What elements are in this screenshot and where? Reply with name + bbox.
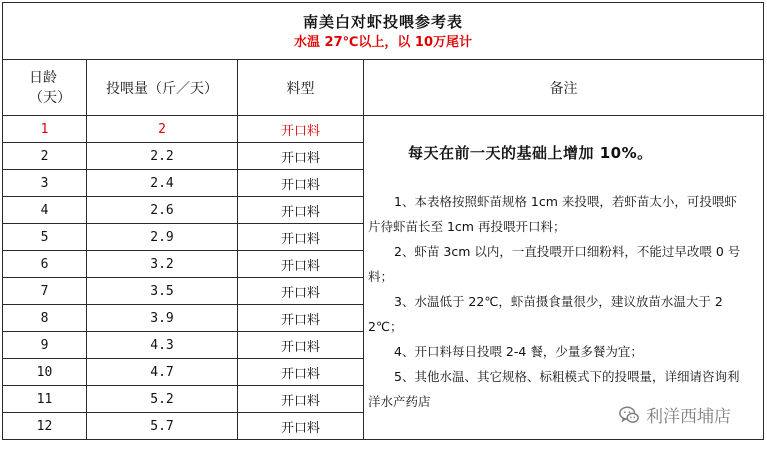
day-cell: 3	[3, 170, 87, 197]
amount-cell: 3.2	[87, 251, 238, 278]
note-item: 2、虾苗 3cm 以内，一直投喂开口细粉料，不能过早改喂 0 号料；	[368, 244, 741, 284]
amount-cell: 2.2	[87, 143, 238, 170]
feed-cell: 开口料	[238, 116, 364, 143]
amount-cell: 2.6	[87, 197, 238, 224]
amount-cell: 2.9	[87, 224, 238, 251]
day-cell: 10	[3, 359, 87, 386]
table-row	[3, 116, 764, 143]
notes-cell	[364, 116, 764, 440]
day-cell: 12	[3, 413, 87, 440]
day-cell: 8	[3, 305, 87, 332]
amount-cell: 2	[87, 116, 238, 143]
day-cell: 9	[3, 332, 87, 359]
notes-headline: 每天在前一天的基础上增加 10%。	[408, 144, 653, 162]
amount-cell: 4.7	[87, 359, 238, 386]
amount-cell: 2.4	[87, 170, 238, 197]
header-notes: 备注	[364, 60, 764, 116]
day-cell: 5	[3, 224, 87, 251]
title-cell	[3, 3, 764, 60]
feed-cell: 开口料	[238, 197, 364, 224]
amount-cell: 5.2	[87, 386, 238, 413]
amount-cell: 3.5	[87, 278, 238, 305]
amount-cell: 5.7	[87, 413, 238, 440]
day-cell: 2	[3, 143, 87, 170]
day-cell: 7	[3, 278, 87, 305]
feed-cell: 开口料	[238, 386, 364, 413]
feed-cell: 开口料	[238, 278, 364, 305]
header-amount: 投喂量（斤／天）	[87, 60, 238, 116]
header-row	[3, 60, 764, 116]
notes-list	[368, 189, 749, 414]
feed-cell: 开口料	[238, 413, 364, 440]
feed-cell: 开口料	[238, 224, 364, 251]
wechat-icon	[618, 404, 640, 426]
feed-cell: 开口料	[238, 332, 364, 359]
day-cell: 1	[3, 116, 87, 143]
day-cell: 4	[3, 197, 87, 224]
table-subtitle: 水温 27℃以上，以 10万尾计	[294, 35, 473, 50]
note-item: 5、其他水温、其它规格、标粗模式下的投喂量，详细请咨询利洋水产药店	[368, 369, 740, 409]
amount-cell: 3.9	[87, 305, 238, 332]
table-title: 南美白对虾投喂参考表	[303, 13, 464, 31]
feed-cell: 开口料	[238, 359, 364, 386]
day-cell: 6	[3, 251, 87, 278]
feed-cell: 开口料	[238, 305, 364, 332]
header-day: 日龄（天）	[3, 60, 87, 116]
watermark	[618, 402, 731, 427]
header-feed-type: 料型	[238, 60, 364, 116]
feeding-table	[2, 2, 764, 440]
feed-cell: 开口料	[238, 170, 364, 197]
amount-cell: 4.3	[87, 332, 238, 359]
watermark-text: 利洋西埔店	[646, 407, 731, 427]
day-cell: 11	[3, 386, 87, 413]
note-item: 3、水温低于 22℃，虾苗摄食量很少，建议放苗水温大于 22℃；	[368, 294, 723, 334]
feed-cell: 开口料	[238, 251, 364, 278]
feed-cell: 开口料	[238, 143, 364, 170]
note-item: 1、本表格按照虾苗规格 1cm 来投喂，若虾苗太小，可投喂虾片待虾苗长至 1cm 再投喂开口料；	[368, 194, 737, 234]
title-row	[3, 3, 764, 60]
note-item: 4、开口料每日投喂 2-4 餐，少量多餐为宜；	[394, 344, 643, 359]
